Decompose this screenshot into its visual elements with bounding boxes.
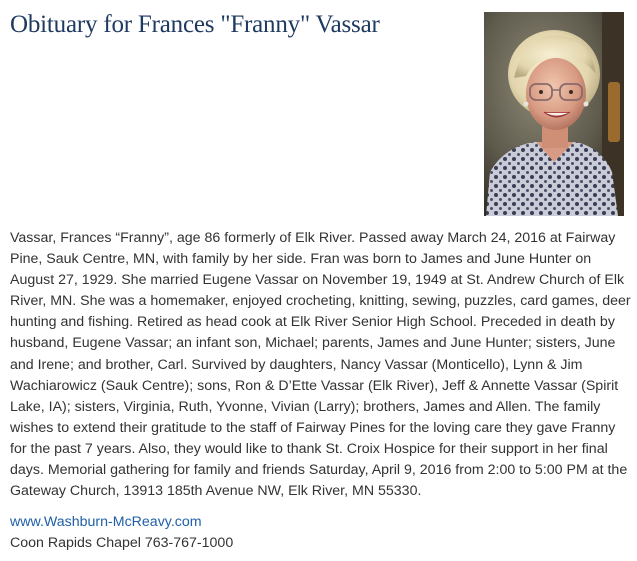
portrait-image bbox=[484, 12, 624, 216]
portrait-photo bbox=[484, 12, 624, 216]
chapel-contact: Coon Rapids Chapel 763-767-1000 bbox=[10, 535, 234, 551]
obituary-body: Vassar, Frances “Franny”, age 86 formerly of Elk River. Passed away March 24, 2016 at Fairway Pine, Sauk Centre, MN, with family by her side. Fran was born to James and June Hunter on August 27, 1929. She married Eugene Vassar on November 19, 1949 at St. Andrew Church of Elk River, MN. She was a homemaker, enjoyed crocheting, knitting, sewing, puzzles, card games, deer hunting and fishing. Retired as head cook at Elk River Senior High School. Preceded in death by husband, Eugene Vassar; an infant son, Michael; parents, James and June Hunter; sisters, June and Irene; and brother, Carl. Survived by daughters, Nancy Vassar (Monticello), Lynn & Jim Wachiarowicz (Sauk Centre); sons, Ron & D’Ette Vassar (Elk River), Jeff & Annette Vassar (Spirit Lake, IA); sisters, Virginia, Ruth, Yvonne, Vivian (Larry); brothers, James and Allen. The family wishes to extend their gratitude to the staff of Fairway Pines for the loving care they gave Franny for the past 7 years. Also, they would like to thank St. Croix Hospice for their support in her final days. Memorial gathering for family and friends Saturday, April 9, 2016 from 2:00 to 5:00 PM at the Gateway Church, 13913 185th Avenue NW, Elk River, MN 55330. bbox=[10, 230, 631, 500]
page-title: Obituary for Frances "Franny" Vassar bbox=[10, 11, 380, 38]
funeral-home-website-link[interactable]: www.Washburn-McReavy.com bbox=[10, 514, 202, 530]
